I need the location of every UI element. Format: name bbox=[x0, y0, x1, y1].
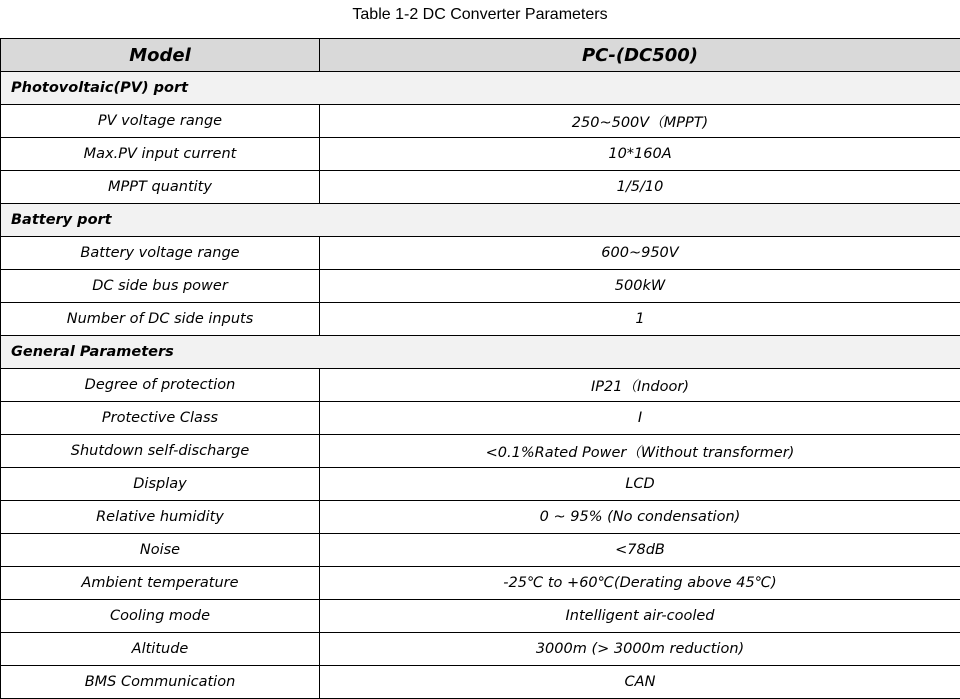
parameter-value: 500kW bbox=[320, 270, 960, 303]
parameter-value: 250~500V（MPPT) bbox=[320, 105, 960, 138]
table-row bbox=[1, 369, 960, 402]
parameter-label: Battery voltage range bbox=[1, 237, 320, 270]
parameter-value: IP21（Indoor) bbox=[320, 369, 960, 402]
parameter-value: 1/5/10 bbox=[320, 171, 960, 204]
header-model-label: Model bbox=[1, 39, 320, 72]
parameter-label: Protective Class bbox=[1, 402, 320, 435]
section-row bbox=[1, 204, 960, 237]
table-row bbox=[1, 567, 960, 600]
table-row bbox=[1, 633, 960, 666]
parameter-label: PV voltage range bbox=[1, 105, 320, 138]
section-title: Battery port bbox=[1, 204, 960, 237]
table-row bbox=[1, 105, 960, 138]
parameter-value: LCD bbox=[320, 468, 960, 501]
parameter-value: 600~950V bbox=[320, 237, 960, 270]
parameter-value: -25℃ to +60℃(Derating above 45℃) bbox=[320, 567, 960, 600]
table-row bbox=[1, 303, 960, 336]
parameter-label: Ambient temperature bbox=[1, 567, 320, 600]
table-caption: Table 1-2 DC Converter Parameters bbox=[0, 5, 960, 25]
table-row bbox=[1, 468, 960, 501]
table-row bbox=[1, 435, 960, 468]
parameter-label: BMS Communication bbox=[1, 666, 320, 699]
table-row bbox=[1, 666, 960, 699]
parameter-value: Intelligent air-cooled bbox=[320, 600, 960, 633]
parameter-label: MPPT quantity bbox=[1, 171, 320, 204]
parameter-value: 0 ~ 95% (No condensation) bbox=[320, 501, 960, 534]
table-body bbox=[1, 39, 960, 699]
parameter-value: I bbox=[320, 402, 960, 435]
table-row bbox=[1, 171, 960, 204]
section-row bbox=[1, 72, 960, 105]
table-row bbox=[1, 270, 960, 303]
parameter-label: Noise bbox=[1, 534, 320, 567]
table-row bbox=[1, 138, 960, 171]
parameter-label: Display bbox=[1, 468, 320, 501]
table-header-row bbox=[1, 39, 960, 72]
parameter-label: DC side bus power bbox=[1, 270, 320, 303]
section-title: Photovoltaic(PV) port bbox=[1, 72, 960, 105]
parameter-label: Cooling mode bbox=[1, 600, 320, 633]
section-row bbox=[1, 336, 960, 369]
parameter-value: 3000m (> 3000m reduction) bbox=[320, 633, 960, 666]
table-row bbox=[1, 402, 960, 435]
section-title: General Parameters bbox=[1, 336, 960, 369]
table-row bbox=[1, 501, 960, 534]
parameter-value: 10*160A bbox=[320, 138, 960, 171]
header-model-value: PC-(DC500) bbox=[320, 39, 960, 72]
parameter-label: Max.PV input current bbox=[1, 138, 320, 171]
table-row bbox=[1, 534, 960, 567]
parameter-value: CAN bbox=[320, 666, 960, 699]
parameter-value: <0.1%Rated Power（Without transformer) bbox=[320, 435, 960, 468]
parameter-value: 1 bbox=[320, 303, 960, 336]
parameter-label: Number of DC side inputs bbox=[1, 303, 320, 336]
table-row bbox=[1, 600, 960, 633]
parameter-label: Relative humidity bbox=[1, 501, 320, 534]
parameter-label: Degree of protection bbox=[1, 369, 320, 402]
table-row bbox=[1, 237, 960, 270]
parameter-label: Shutdown self-discharge bbox=[1, 435, 320, 468]
parameters-table bbox=[0, 38, 960, 699]
parameter-label: Altitude bbox=[1, 633, 320, 666]
parameter-value: <78dB bbox=[320, 534, 960, 567]
